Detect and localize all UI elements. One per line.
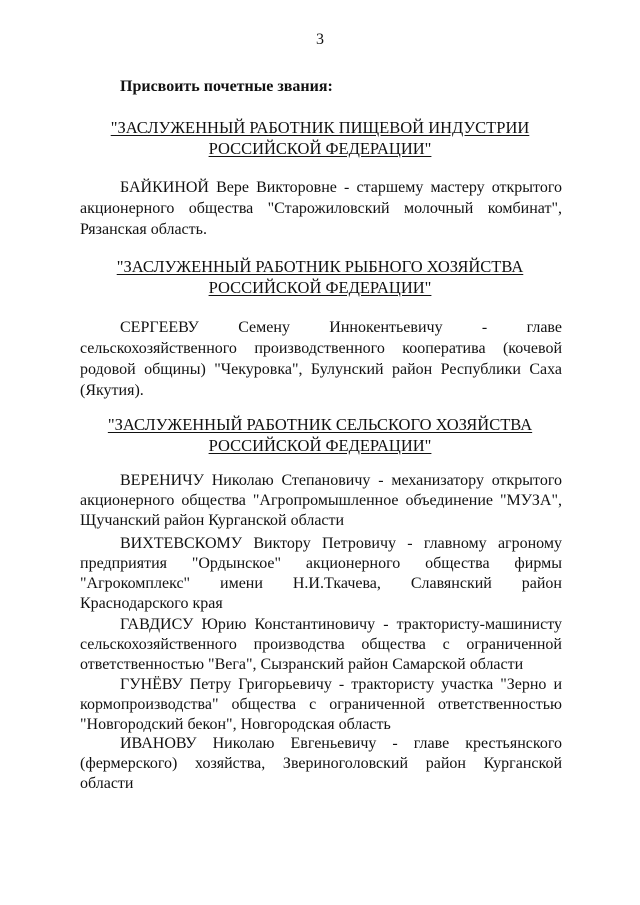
title-line: РОССИЙСКОЙ ФЕДЕРАЦИИ" [208, 278, 432, 297]
award-entry: ГАВДИСУ Юрию Константиновичу - трактористу-машинисту сельскохозяйственного производства общества с ограниченной ответственностью "Вега", Сызранский район Самарской области [80, 616, 562, 673]
page-number: 3 [316, 31, 324, 48]
award-entry: БАЙКИНОЙ Вере Викторовне - старшему мастеру открытого акционерного общества "Старожиловский молочный комбинат", Рязанская область. [80, 179, 562, 238]
section-title-agriculture [80, 414, 560, 456]
title-line: РОССИЙСКОЙ ФЕДЕРАЦИИ" [208, 436, 432, 455]
title-line: "ЗАСЛУЖЕННЫЙ РАБОТНИК ПИЩЕВОЙ ИНДУСТРИИ [110, 118, 530, 137]
award-entry: СЕРГЕЕВУ Семену Иннокентьевичу - главе сельскохозяйственного производственного кооператива (кочевой родовой общины) "Чекуровка", Булунский район Республики Саха (Якутия). [80, 319, 562, 399]
intro-heading: Присвоить почетные звания: [120, 78, 333, 95]
title-line: РОССИЙСКОЙ ФЕДЕРАЦИИ" [208, 139, 432, 158]
award-entry: ВИХТЕВСКОМУ Виктору Петровичу - главному агроному предприятия "Ордынское" акционерного общества фирмы "Агрокомплекс" имени Н.И.Ткачева, Славянский район Краснодарского края [80, 535, 562, 612]
title-line: "ЗАСЛУЖЕННЫЙ РАБОТНИК РЫБНОГО ХОЗЯЙСТВА [116, 257, 524, 276]
title-line: "ЗАСЛУЖЕННЫЙ РАБОТНИК СЕЛЬСКОГО ХОЗЯЙСТВА [107, 415, 533, 434]
section-title-food-industry [80, 117, 560, 159]
award-entry: ИВАНОВУ Николаю Евгеньевичу - главе крестьянского (фермерского) хозяйства, Звериноголовский район Курганской области [80, 735, 562, 792]
award-entry: ВЕРЕНИЧУ Николаю Степановичу - механизатору открытого акционерного общества "Агропромышленное объединение "МУЗА", Щучанский район Курганской области [80, 472, 562, 529]
award-entry: ГУНЁВУ Петру Григорьевичу - трактористу участка "Зерно и кормопроизводства" общества с ограниченной ответственностью "Новгородский бекон", Новгородская область [80, 676, 562, 733]
section-title-fishery [80, 256, 560, 298]
